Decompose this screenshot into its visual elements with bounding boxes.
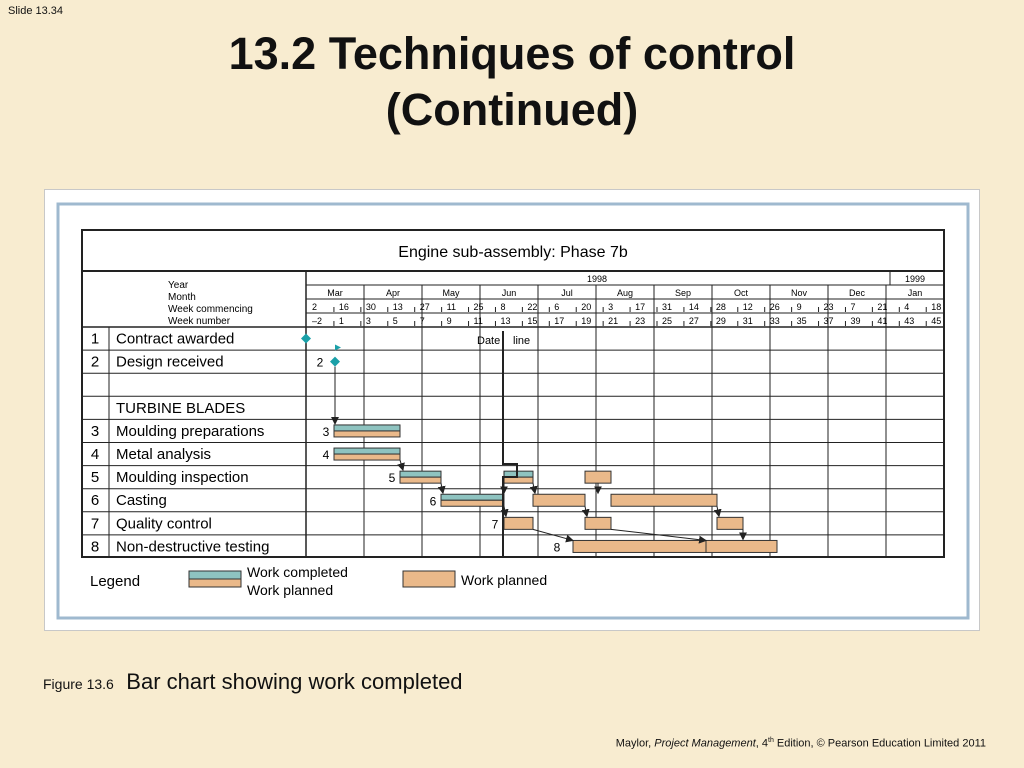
- month-label: Dec: [848, 288, 866, 298]
- week-number-label: 37: [823, 316, 834, 326]
- row-label: Quality control: [116, 515, 212, 533]
- activity-bars: [301, 334, 777, 555]
- row-label: Moulding inspection: [116, 469, 249, 487]
- week-number-label: 31: [742, 316, 753, 326]
- title-line-1: 13.2 Techniques of control: [228, 28, 796, 79]
- week-commencing-label: 2: [312, 302, 318, 312]
- month-label: Jan: [907, 288, 923, 298]
- caption-text: Bar chart showing work completed: [126, 669, 463, 694]
- week-number-label: 45: [931, 316, 942, 326]
- footer-credit: [616, 737, 986, 750]
- month-label: Sep: [674, 288, 692, 298]
- title-line-2: (Continued): [385, 84, 639, 135]
- row-number: 4: [90, 446, 100, 463]
- legend-planned-swatch: [403, 571, 455, 587]
- header-year-label: Year: [168, 280, 189, 291]
- week-commencing-label: 14: [688, 302, 699, 312]
- row-label: Moulding preparations: [116, 422, 265, 440]
- week-commencing-label: 31: [662, 302, 673, 312]
- week-number-label: 33: [769, 316, 780, 326]
- month-label: Jul: [561, 288, 573, 298]
- week-number-label: 41: [877, 316, 888, 326]
- week-number-label: 23: [635, 316, 646, 326]
- week-number-label: 19: [581, 316, 592, 326]
- week-commencing-label: 18: [931, 302, 942, 312]
- planned-bar: [334, 431, 400, 437]
- week-number-label: 3: [365, 316, 371, 326]
- week-commencing-label: 13: [392, 302, 403, 312]
- month-label: Mar: [327, 288, 343, 298]
- activity-marker: 4: [322, 448, 330, 463]
- row-number: 5: [90, 469, 100, 487]
- header-month-label: Month: [168, 292, 196, 303]
- legend-work-completed: Work completed: [247, 564, 348, 580]
- legend-title: Legend: [90, 573, 141, 590]
- date-line-label-date: Date: [477, 335, 501, 347]
- completed-bar: [334, 425, 400, 431]
- week-commencing-label: 17: [635, 302, 646, 312]
- figure-caption: [43, 669, 463, 695]
- header-week-number-label: Week number: [168, 316, 231, 327]
- row-label: TURBINE BLADES: [116, 399, 246, 417]
- month-label: May: [442, 288, 460, 298]
- planned-bar: [611, 494, 717, 506]
- completed-bar: [400, 471, 441, 477]
- row-label: Casting: [116, 492, 167, 510]
- date-line-label-line: line: [513, 335, 531, 347]
- week-commencing-label: 23: [823, 302, 834, 312]
- week-number-label: 7: [419, 316, 425, 326]
- header-week-commencing-label: Week commencing: [168, 304, 253, 315]
- year-1998: 1998: [586, 274, 608, 284]
- row-number: 1: [90, 330, 100, 348]
- completed-bar: [334, 448, 400, 454]
- planned-bar: [504, 517, 533, 529]
- row-label: Contract awarded: [116, 330, 235, 348]
- month-label: Nov: [790, 288, 808, 298]
- gantt-chart: [45, 190, 979, 630]
- week-commencing-label: 26: [769, 302, 780, 312]
- activity-marker: 7: [491, 517, 499, 532]
- week-number-label: 25: [662, 316, 673, 326]
- milestone-diamond: [301, 334, 311, 344]
- timescale-headers: [168, 274, 941, 327]
- footer-edition: , 4: [755, 737, 768, 750]
- planned-bar: [573, 540, 706, 552]
- planned-bar: [533, 494, 585, 506]
- week-number-label: 21: [608, 316, 619, 326]
- week-number-label: 27: [688, 316, 699, 326]
- slide-number: Slide 13.34: [8, 5, 64, 17]
- week-number-label: 17: [554, 316, 565, 326]
- activity-marker: 3: [322, 424, 330, 439]
- row-number: 7: [90, 515, 100, 533]
- week-commencing-label: 6: [554, 302, 560, 312]
- chart-title: Engine sub-assembly: Phase 7b: [398, 244, 628, 261]
- month-label: Apr: [385, 288, 401, 298]
- milestone-diamond: [330, 357, 340, 367]
- week-commencing-label: 9: [796, 302, 802, 312]
- week-number-label: 39: [850, 316, 861, 326]
- planned-bar: [706, 540, 777, 552]
- activity-marker: 5: [388, 471, 396, 486]
- week-commencing-label: 25: [473, 302, 484, 312]
- row-label: Design received: [116, 353, 224, 371]
- week-commencing-label: 4: [904, 302, 910, 312]
- week-number-label: 15: [527, 316, 538, 326]
- week-commencing-label: 16: [338, 302, 349, 312]
- row-label: Metal analysis: [116, 446, 212, 463]
- row-label: Non-destructive testing: [116, 538, 270, 556]
- week-commencing-label: 12: [742, 302, 753, 312]
- week-commencing-label: 7: [850, 302, 856, 312]
- week-commencing-label: 11: [446, 302, 456, 312]
- week-number-label: –2: [312, 316, 323, 326]
- week-commencing-label: 3: [608, 302, 614, 312]
- week-number-label: 43: [904, 316, 915, 326]
- week-commencing-label: 27: [419, 302, 430, 312]
- row-number: 3: [90, 422, 100, 440]
- week-number-label: 9: [446, 316, 452, 326]
- planned-bar: [400, 477, 441, 483]
- legend-work-planned-2: Work planned: [461, 572, 548, 588]
- week-number-label: 13: [500, 316, 511, 326]
- week-commencing-label: 8: [500, 302, 506, 312]
- week-commencing-label: 28: [715, 302, 726, 312]
- week-number-label: 29: [715, 316, 726, 326]
- row-number: 6: [90, 492, 100, 510]
- dependency-arrow: [400, 460, 403, 470]
- completed-bar: [441, 494, 504, 500]
- planned-bar: [585, 517, 611, 529]
- row-number: 2: [90, 353, 100, 371]
- planned-bar: [504, 477, 533, 483]
- activity-marker: 6: [429, 494, 437, 509]
- planned-bar: [717, 517, 743, 529]
- figure-frame: [44, 189, 980, 631]
- planned-bar: [334, 454, 400, 460]
- week-commencing-label: 30: [365, 302, 376, 312]
- legend-work-planned-1: Work planned: [247, 582, 334, 598]
- planned-bar: [441, 500, 504, 506]
- footer-author: Maylor,: [615, 737, 655, 750]
- caption-label: Figure 13.6: [43, 676, 114, 692]
- month-label: Oct: [733, 288, 749, 298]
- year-1999: 1999: [904, 274, 926, 284]
- month-label: Aug: [616, 288, 634, 298]
- row-number: 8: [90, 538, 100, 556]
- week-number-label: 5: [392, 316, 398, 326]
- slide-title: [0, 26, 1024, 138]
- activity-marker: 2: [316, 355, 324, 370]
- month-label: Jun: [501, 288, 517, 298]
- week-number-label: 11: [473, 316, 483, 326]
- week-number-label: 35: [796, 316, 807, 326]
- week-commencing-label: 22: [527, 302, 538, 312]
- footer-sup: th: [768, 737, 774, 744]
- footer-rest: Edition, © Pearson Education Limited 2011: [773, 737, 986, 750]
- legend-completed-swatch: [189, 571, 241, 579]
- legend-completed-planned-swatch: [189, 579, 241, 587]
- week-commencing-label: 20: [581, 302, 592, 312]
- week-commencing-label: 21: [877, 302, 888, 312]
- footer-book: Project Management: [654, 737, 756, 750]
- week-number-label: 1: [338, 316, 344, 326]
- planned-bar: [585, 471, 611, 483]
- activity-marker: 8: [553, 540, 561, 555]
